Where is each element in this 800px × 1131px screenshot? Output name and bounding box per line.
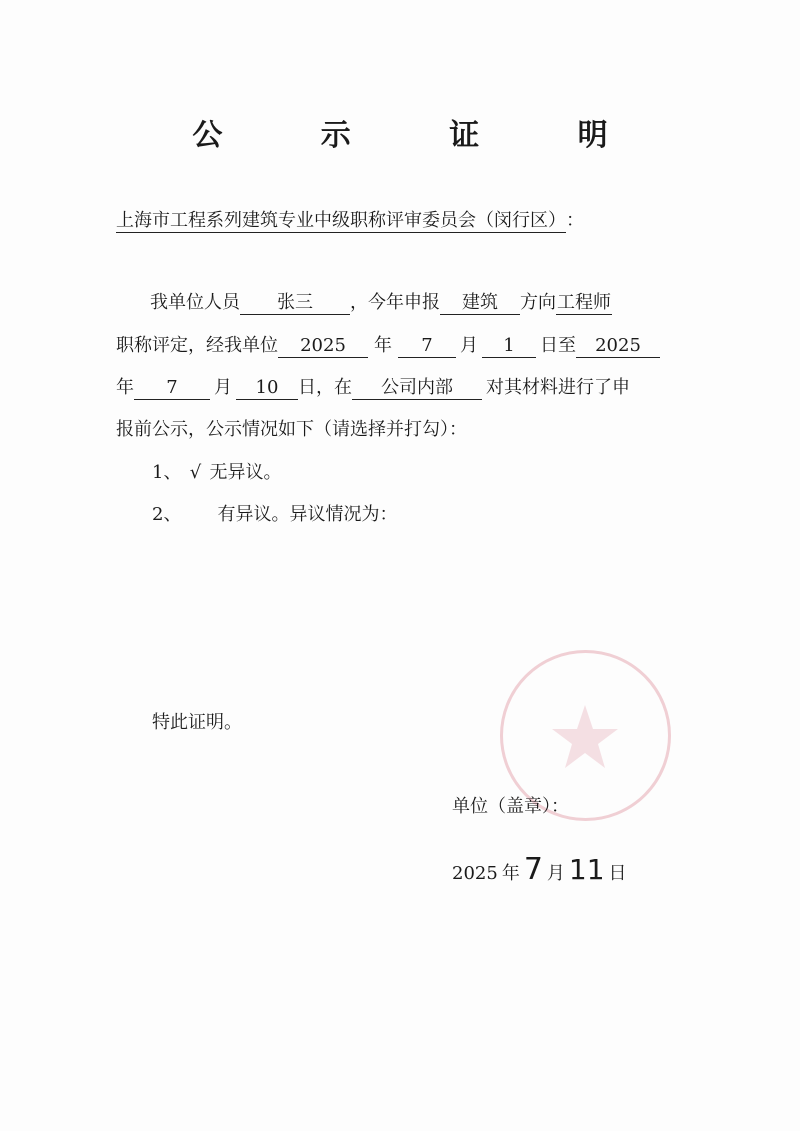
start-day: 1	[482, 335, 536, 358]
body-line-4: 报前公示，公示情况如下（请选择并打勾）：	[116, 419, 467, 440]
body-line-1	[150, 288, 612, 315]
text-segment: 对其材料进行了申	[486, 377, 630, 398]
text-segment: 年	[374, 335, 392, 356]
person-name: 张三	[240, 292, 350, 315]
sign-date	[452, 852, 627, 887]
option-label: 无异议。	[209, 462, 282, 483]
text-segment: 月	[460, 335, 478, 356]
sign-year: 2025	[452, 863, 498, 884]
sign-month-handwritten: 7	[523, 852, 543, 887]
option-1	[152, 458, 281, 484]
text-segment: 我单位人员	[150, 292, 240, 313]
addressee-colon: ：	[566, 210, 584, 231]
text-segment: 年	[501, 863, 520, 884]
option-number: 1、	[152, 462, 182, 483]
option-label: 有异议。异议情况为：	[217, 504, 398, 525]
body-line-2	[116, 331, 660, 358]
text-segment: 月	[546, 863, 565, 884]
text-segment: ，今年申报	[350, 292, 440, 313]
publicity-place: 公司内部	[352, 377, 482, 400]
text-segment: 方向	[520, 292, 556, 313]
unit-seal-label: 单位（盖章）：	[452, 796, 569, 817]
declared-field: 建筑	[440, 292, 520, 315]
end-day: 10	[236, 377, 298, 400]
end-year: 2025	[576, 335, 660, 358]
start-month: 7	[398, 335, 456, 358]
text-segment: 日	[608, 863, 627, 884]
closing-statement: 特此证明。	[152, 712, 242, 733]
text-segment: 日至	[540, 335, 576, 356]
text-segment: 年	[116, 377, 134, 398]
sign-day-handwritten: 11	[568, 853, 605, 886]
addressee: 上海市工程系列建筑专业中级职称评审委员会（闵行区）	[116, 210, 566, 231]
page-title: 公 示 证 明	[192, 118, 652, 153]
checkmark: √	[189, 462, 202, 483]
addressee-line	[116, 206, 584, 233]
text-segment: 月	[214, 377, 232, 398]
option-number: 2、	[152, 504, 182, 525]
text-segment: 职称评定，经我单位	[116, 335, 278, 356]
text-segment: 日，在	[298, 377, 352, 398]
body-line-3	[116, 373, 630, 400]
title-level: 工程师	[557, 292, 611, 313]
option-2	[152, 500, 397, 526]
end-month: 7	[134, 377, 210, 400]
start-year: 2025	[278, 335, 368, 358]
